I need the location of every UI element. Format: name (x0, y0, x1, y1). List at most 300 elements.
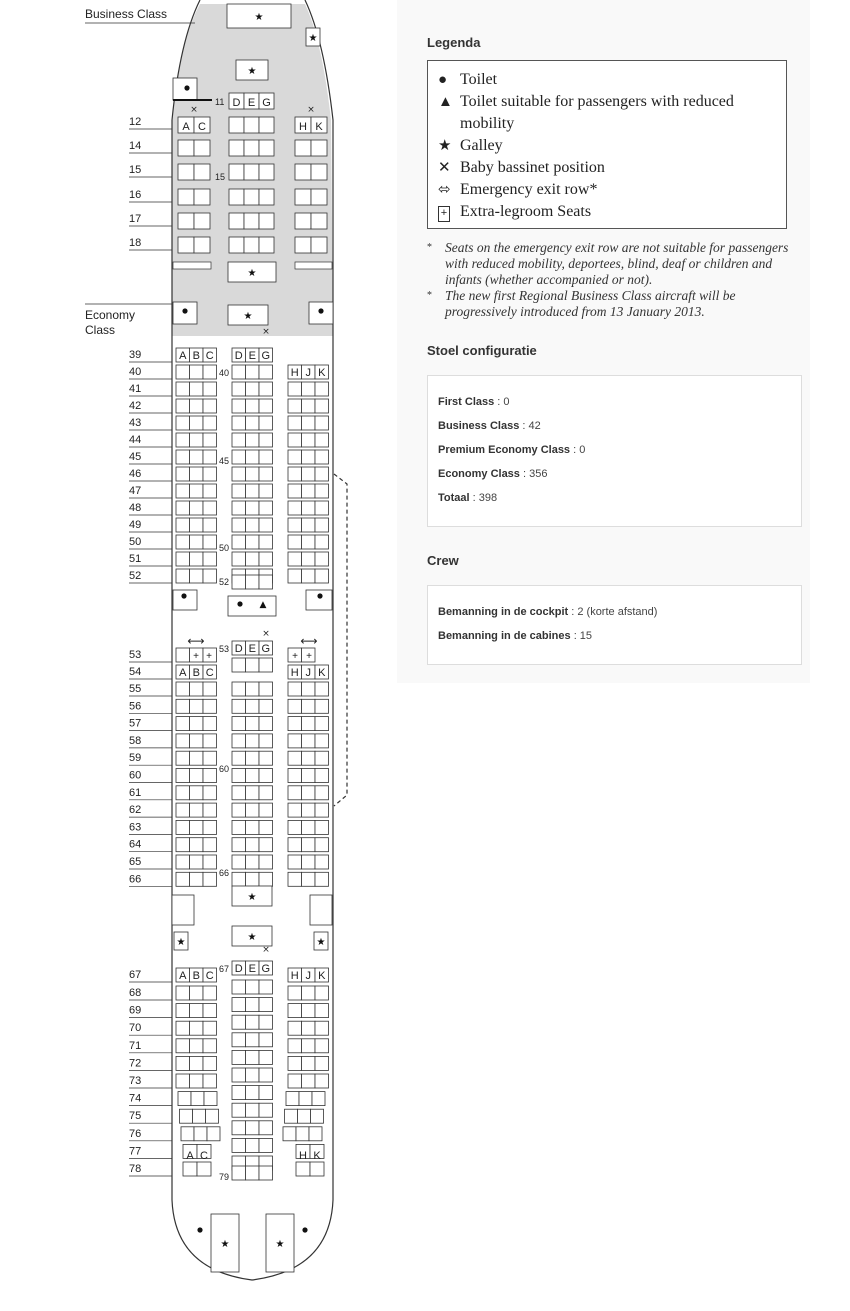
row-number: 42 (129, 400, 142, 412)
business-seat (244, 189, 259, 205)
economy-seat (190, 717, 204, 731)
economy-seat (246, 575, 260, 589)
economy-class-label: Economy (85, 308, 136, 322)
economy-seat (302, 682, 316, 696)
bassinet-icon: × (190, 105, 198, 115)
economy-seat (315, 450, 329, 464)
toilet-icon (181, 593, 186, 598)
economy-seat (259, 518, 273, 532)
economy-seat (203, 450, 217, 464)
economy-seat (302, 751, 316, 765)
row-number: 48 (129, 502, 142, 514)
row-number: 50 (129, 536, 142, 548)
economy-seat (246, 803, 260, 817)
economy-seat (315, 501, 329, 515)
economy-seat (259, 1015, 273, 1029)
galley-icon: ★ (247, 268, 257, 279)
economy-seat (259, 820, 273, 834)
economy-seat (288, 433, 302, 447)
seat-letter: H (290, 970, 299, 982)
economy-seat (232, 803, 246, 817)
legend-item-extra-legroom (438, 201, 786, 223)
seat-letter: D (234, 963, 243, 975)
economy-seat (310, 1162, 324, 1176)
economy-seat (259, 872, 273, 886)
business-seat (311, 164, 327, 180)
inline-row-number: 40 (219, 368, 230, 378)
economy-seat (288, 416, 302, 430)
inline-row-number: 11 (215, 97, 225, 107)
seat-letter: K (318, 667, 326, 679)
economy-seat (180, 1109, 193, 1123)
row-number: 47 (129, 485, 142, 497)
economy-seat (302, 518, 316, 532)
economy-seat (259, 433, 273, 447)
economy-seat (315, 751, 329, 765)
economy-seat (315, 416, 329, 430)
row-number: 43 (129, 417, 142, 429)
business-seat (194, 164, 210, 180)
economy-seat (190, 399, 204, 413)
economy-seat (259, 399, 273, 413)
seat-letter: G (261, 643, 271, 655)
extra-legroom-icon: + (438, 206, 450, 222)
economy-seat (283, 1127, 296, 1141)
economy-seat (232, 1103, 246, 1117)
economy-seat (259, 1086, 273, 1100)
economy-seat (232, 1015, 246, 1029)
accessible-toilet-icon: ▲ (438, 94, 453, 110)
economy-seat (232, 535, 246, 549)
economy-seat (232, 838, 246, 852)
economy-seat (312, 1092, 325, 1106)
economy-seat (285, 1109, 298, 1123)
economy-seat (288, 682, 302, 696)
economy-seat (302, 820, 316, 834)
economy-seat (259, 682, 273, 696)
extra-legroom-icon: + (206, 651, 212, 662)
economy-seat (302, 1056, 316, 1070)
lavatory-box (172, 895, 194, 925)
economy-seat (176, 433, 190, 447)
inline-row-number: 79 (219, 1172, 230, 1182)
galley-icon: ★ (308, 33, 318, 44)
seat-letter: C (200, 1150, 208, 1162)
economy-seat (246, 872, 260, 886)
economy-seat (176, 535, 190, 549)
business-seat (178, 189, 194, 205)
economy-seat (259, 786, 273, 800)
economy-seat (178, 1092, 191, 1106)
economy-seat (183, 1162, 197, 1176)
business-seat (229, 189, 244, 205)
economy-seat (246, 501, 260, 515)
economy-seat (315, 484, 329, 498)
crew-row: Bemanning in de cabines : 15 (438, 630, 593, 642)
seat-letter: K (313, 1150, 321, 1162)
economy-seat (203, 1004, 217, 1018)
economy-seat (246, 399, 260, 413)
economy-seat (246, 433, 260, 447)
economy-seat (302, 1074, 316, 1088)
economy-seat (232, 467, 246, 481)
business-seat (311, 213, 327, 229)
economy-seat (302, 1004, 316, 1018)
economy-seat (232, 484, 246, 498)
bassinet-icon: × (262, 629, 270, 639)
toilet-icon (237, 601, 242, 606)
economy-seat (315, 838, 329, 852)
economy-seat (246, 998, 260, 1012)
economy-seat (302, 734, 316, 748)
economy-seat (176, 682, 190, 696)
economy-seat (232, 382, 246, 396)
economy-seat (259, 717, 273, 731)
economy-seat (203, 986, 217, 1000)
economy-seat (176, 552, 190, 566)
row-number: 71 (129, 1039, 142, 1052)
row-number: 49 (129, 519, 142, 531)
galley-icon: ★ (247, 66, 257, 77)
economy-seat (315, 786, 329, 800)
economy-seat (203, 467, 217, 481)
business-seat (244, 213, 259, 229)
partition (173, 262, 211, 269)
business-seat (311, 237, 327, 253)
seat-letter: E (248, 963, 256, 975)
economy-seat (232, 1050, 246, 1064)
business-seat (178, 140, 194, 156)
row-number: 64 (129, 838, 142, 851)
economy-seat (288, 734, 302, 748)
lavatory-box (310, 895, 332, 925)
business-seat (295, 213, 311, 229)
economy-seat (176, 1039, 190, 1053)
economy-seat (176, 855, 190, 869)
seat-config-row: Economy Class : 356 (438, 468, 548, 480)
inline-row-number: 15 (215, 172, 226, 182)
toilet-box (173, 590, 197, 610)
economy-seat (232, 820, 246, 834)
economy-seat (302, 569, 316, 583)
economy-seat (203, 734, 217, 748)
economy-seat (288, 569, 302, 583)
economy-seat (288, 699, 302, 713)
economy-seat (246, 1086, 260, 1100)
economy-seat (315, 682, 329, 696)
economy-seat (176, 501, 190, 515)
info-panel (397, 0, 810, 683)
economy-seat (232, 433, 246, 447)
economy-seat (246, 450, 260, 464)
economy-seat (203, 569, 217, 583)
extra-legroom-seat (176, 648, 190, 662)
exit-row-icon: ⟷ (187, 634, 205, 648)
economy-seat (190, 501, 204, 515)
legend-note: * The new first Regional Business Class aircraft will be progressively introduced from 13 January 2013. (427, 288, 736, 319)
bassinet-icon: × (262, 327, 270, 337)
economy-seat (298, 1109, 311, 1123)
seat-config-box (427, 375, 802, 527)
economy-seat (259, 484, 273, 498)
partition (295, 262, 332, 269)
economy-seat (203, 501, 217, 515)
economy-seat (259, 855, 273, 869)
economy-seat (288, 803, 302, 817)
economy-seat (259, 803, 273, 817)
economy-seat (176, 518, 190, 532)
economy-seat (181, 1127, 194, 1141)
economy-seat (259, 998, 273, 1012)
economy-seat (315, 1021, 329, 1035)
business-seat (244, 117, 259, 133)
row-number: 76 (129, 1127, 142, 1140)
business-seat (259, 189, 274, 205)
economy-seat (190, 1004, 204, 1018)
economy-seat (259, 838, 273, 852)
seat-letter: K (315, 121, 323, 133)
economy-seat (246, 786, 260, 800)
seat-letter: B (192, 970, 200, 982)
economy-seat (232, 575, 246, 589)
legend-item-toilet (438, 69, 786, 91)
economy-seat (204, 1092, 217, 1106)
economy-seat (259, 1033, 273, 1047)
economy-seat (176, 872, 190, 886)
economy-seat (190, 433, 204, 447)
row-number: 65 (129, 856, 142, 868)
seat-letter: C (198, 121, 206, 133)
inline-row-number: 45 (219, 456, 230, 466)
economy-seat (203, 855, 217, 869)
row-number: 45 (129, 451, 142, 463)
business-seat (259, 237, 274, 253)
seat-config-row: Premium Economy Class : 0 (438, 444, 586, 456)
economy-seat (259, 416, 273, 430)
economy-seat (288, 838, 302, 852)
economy-seat (246, 467, 260, 481)
economy-seat (232, 1033, 246, 1047)
economy-seat (315, 769, 329, 783)
seat-letter: D (234, 643, 243, 655)
economy-seat (190, 1021, 204, 1035)
business-seat (244, 140, 259, 156)
galley-icon: ★ (254, 12, 264, 23)
economy-seat (302, 484, 316, 498)
business-seat (194, 213, 210, 229)
economy-seat (315, 535, 329, 549)
seat-letter: H (290, 367, 299, 379)
extra-legroom-icon: + (193, 651, 199, 662)
economy-seat (302, 1021, 316, 1035)
economy-seat (193, 1109, 206, 1123)
row-number: 67 (129, 969, 142, 981)
economy-seat (302, 535, 316, 549)
economy-seat (246, 535, 260, 549)
economy-seat (232, 501, 246, 515)
business-seat (244, 164, 259, 180)
row-number: 55 (129, 683, 142, 695)
economy-seat (259, 658, 273, 672)
seat-letter: D (232, 97, 241, 109)
economy-seat (288, 1039, 302, 1053)
economy-seat (203, 484, 217, 498)
economy-seat (259, 501, 273, 515)
economy-seat (232, 751, 246, 765)
galley-icon: ★ (438, 138, 452, 154)
toilet-icon (302, 1227, 307, 1232)
economy-seat (176, 1056, 190, 1070)
economy-seat (315, 1074, 329, 1088)
economy-seat (203, 535, 217, 549)
economy-seat (259, 552, 273, 566)
economy-seat (315, 518, 329, 532)
legend-label: Emergency exit row* (460, 181, 598, 198)
economy-seat (190, 365, 204, 379)
economy-seat (246, 1033, 260, 1047)
economy-seat (232, 699, 246, 713)
economy-seat (315, 1056, 329, 1070)
row-number: 60 (129, 769, 142, 782)
legend-note: * Seats on the emergency exit row are not suitable for passengers with reduced mobility, deportees, blind, deaf or children and infants (whether accompanied or not). (427, 240, 789, 287)
row-number: 72 (129, 1057, 142, 1070)
business-seat (229, 164, 244, 180)
economy-seat (190, 1039, 204, 1053)
economy-seat (176, 734, 190, 748)
extra-legroom-icon: + (306, 651, 312, 662)
seat-letter: J (305, 367, 311, 379)
economy-seat (190, 535, 204, 549)
economy-seat (315, 734, 329, 748)
economy-seat (190, 986, 204, 1000)
economy-seat (246, 717, 260, 731)
row-number: 77 (129, 1145, 142, 1158)
economy-seat (315, 803, 329, 817)
economy-seat (259, 575, 273, 589)
economy-seat (286, 1092, 299, 1106)
economy-seat (176, 820, 190, 834)
row-number: 57 (129, 717, 142, 730)
economy-seat (232, 1138, 246, 1152)
economy-seat (190, 569, 204, 583)
economy-seat (315, 855, 329, 869)
toilet-icon (317, 593, 322, 598)
business-seat (229, 213, 244, 229)
economy-seat (207, 1127, 220, 1141)
business-seat (259, 140, 274, 156)
row-number: 62 (129, 804, 142, 817)
economy-seat (203, 717, 217, 731)
economy-seat (203, 433, 217, 447)
legend-label: Extra-legroom Seats (460, 203, 592, 220)
economy-seat (259, 980, 273, 994)
economy-seat (259, 450, 273, 464)
economy-seat (315, 1004, 329, 1018)
economy-seat (176, 365, 190, 379)
economy-seat (259, 467, 273, 481)
economy-seat (302, 803, 316, 817)
accessible-toilet-icon: ▲ (259, 600, 267, 610)
economy-seat (246, 416, 260, 430)
legend-label: Toilet suitable for passengers with reduced mobility (460, 93, 734, 132)
economy-seat (232, 1086, 246, 1100)
economy-seat (190, 416, 204, 430)
economy-seat (176, 699, 190, 713)
economy-seat (288, 751, 302, 765)
economy-seat (203, 682, 217, 696)
seat-letter: E (248, 643, 256, 655)
economy-seat (315, 552, 329, 566)
inline-row-number: 50 (219, 543, 230, 553)
economy-seat (176, 838, 190, 852)
row-number: 68 (129, 987, 142, 999)
economy-seat (203, 769, 217, 783)
economy-seat (176, 382, 190, 396)
economy-seat (296, 1127, 309, 1141)
economy-seat (315, 820, 329, 834)
economy-seat (232, 717, 246, 731)
seat-config-row: Business Class : 42 (438, 420, 541, 432)
economy-seat (232, 1166, 246, 1180)
economy-seat (315, 382, 329, 396)
economy-seat (246, 1050, 260, 1064)
row-number: 69 (129, 1004, 142, 1017)
business-seat (259, 164, 274, 180)
economy-seat (232, 682, 246, 696)
seat-letter: A (182, 121, 190, 133)
economy-seat (315, 717, 329, 731)
seat-letter: C (205, 970, 214, 982)
economy-seat (288, 1021, 302, 1035)
galley-icon: ★ (176, 937, 186, 948)
economy-seat (246, 838, 260, 852)
seat-letter: G (261, 963, 271, 975)
economy-seat (232, 855, 246, 869)
business-seat (244, 237, 259, 253)
row-number: 75 (129, 1110, 142, 1123)
legend-item-exit-row (438, 179, 786, 201)
inline-row-number: 52 (219, 577, 230, 587)
economy-seat (288, 484, 302, 498)
economy-seat (259, 1068, 273, 1082)
economy-seat (288, 518, 302, 532)
seat-letter: G (262, 97, 271, 109)
exit-row-icon: ⬄ (438, 182, 451, 198)
economy-seat (288, 872, 302, 886)
inline-row-number: 60 (219, 764, 230, 774)
economy-seat (288, 1074, 302, 1088)
economy-seat (203, 416, 217, 430)
galley-icon: ★ (243, 311, 253, 322)
economy-seat (302, 699, 316, 713)
economy-seat (232, 1068, 246, 1082)
economy-seat (232, 734, 246, 748)
galley-icon: ★ (247, 892, 257, 903)
business-seat (259, 117, 274, 133)
economy-seat (190, 734, 204, 748)
economy-seat (302, 717, 316, 731)
row-number: 15 (129, 164, 142, 176)
economy-seat (232, 872, 246, 886)
economy-seat (246, 552, 260, 566)
row-number: 74 (129, 1092, 142, 1105)
row-number: 18 (129, 237, 142, 249)
toilet-icon (197, 1227, 202, 1232)
row-number: 66 (129, 873, 142, 886)
economy-seat (190, 786, 204, 800)
economy-seat (190, 484, 204, 498)
economy-seat (311, 1109, 324, 1123)
